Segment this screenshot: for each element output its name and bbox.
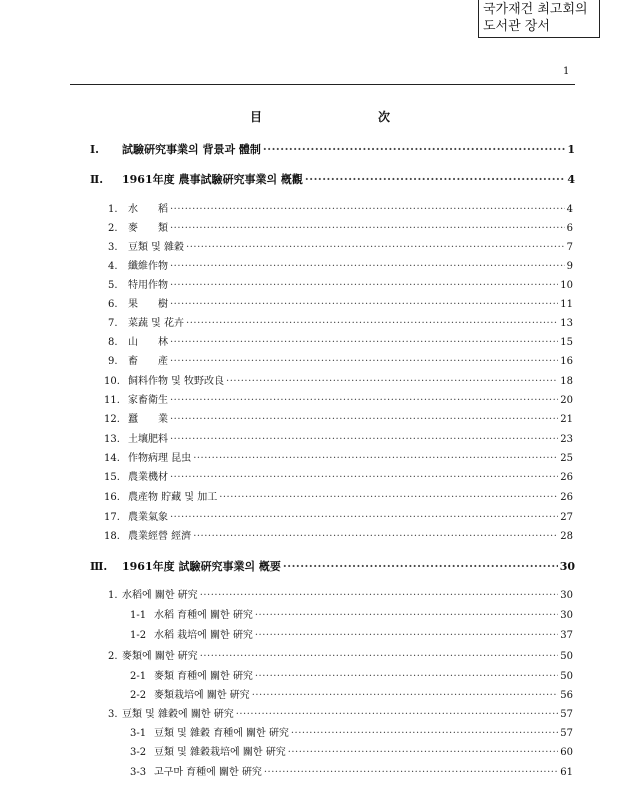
toc-entry-page: 10 — [560, 280, 573, 291]
toc-entry[interactable] — [130, 609, 573, 623]
toc-entry[interactable] — [108, 650, 573, 664]
toc-entry[interactable] — [108, 203, 573, 217]
toc-entry-page: 1 — [567, 143, 575, 156]
stamp-line-1: 국가재건 최고회의 — [483, 2, 588, 17]
leader-dots — [193, 452, 558, 466]
toc-entry[interactable] — [90, 143, 575, 157]
toc-entry-number: 3. — [108, 709, 118, 720]
leader-dots — [200, 650, 559, 664]
toc-entry-number: 1-2 — [130, 630, 147, 641]
toc-entry[interactable] — [108, 298, 573, 312]
leader-dots — [252, 689, 559, 703]
toc-entry-label: 水稻에 關한 硏究 — [122, 590, 198, 601]
toc-entry-label: 山 林 — [128, 337, 168, 348]
toc-entry-page: 15 — [560, 337, 573, 348]
leader-dots — [226, 375, 558, 389]
toc-entry-label: 麥類 育種에 關한 硏究 — [154, 671, 253, 682]
toc-entry[interactable] — [130, 727, 573, 741]
toc-entry-number: 12. — [104, 414, 120, 425]
toc-entry-number: 15. — [104, 472, 120, 483]
toc-entry-number: Ⅲ. — [90, 560, 108, 573]
toc-entry[interactable] — [108, 336, 573, 350]
toc-entry-page: 57 — [560, 709, 573, 720]
toc-entry-page: 6 — [566, 223, 573, 234]
toc-entry-label: 特用作物 — [128, 280, 168, 291]
leader-dots — [200, 589, 559, 603]
leader-dots — [263, 143, 565, 157]
leader-dots — [255, 629, 558, 643]
toc-entry[interactable] — [108, 708, 573, 722]
leader-dots — [264, 766, 558, 780]
leader-dots — [170, 413, 558, 427]
toc-entry-label: 飼料作物 및 牧野改良 — [128, 376, 225, 387]
leader-dots — [255, 670, 558, 684]
toc-entry-label: 農業機材 — [128, 472, 168, 483]
toc-entry[interactable] — [104, 375, 573, 389]
toc-entry-number: 2-1 — [130, 671, 147, 682]
toc-entry[interactable] — [104, 394, 573, 408]
toc-entry-number: 4. — [108, 261, 118, 272]
leader-dots — [170, 203, 565, 217]
toc-entry-number: 13. — [104, 434, 120, 445]
toc-entry-number: 8. — [108, 337, 118, 348]
toc-entry[interactable] — [90, 173, 575, 187]
toc-entry[interactable] — [130, 746, 573, 760]
leader-dots — [291, 727, 558, 741]
leader-dots — [170, 433, 558, 447]
toc-entry-page: 4 — [567, 173, 575, 186]
toc-entry-number: 9. — [108, 356, 118, 367]
toc-entry[interactable] — [90, 560, 575, 574]
toc-entry-page: 21 — [560, 414, 573, 425]
toc-entry[interactable] — [108, 355, 573, 369]
toc-entry-label: 麥類栽培에 關한 硏究 — [154, 690, 250, 701]
stamp-line-2: 도서관 장서 — [483, 19, 550, 34]
leader-dots — [170, 298, 558, 312]
leader-dots — [170, 511, 558, 525]
toc-entry-page: 50 — [560, 651, 573, 662]
toc-entry[interactable] — [108, 260, 573, 274]
toc-entry-label: 農業氣象 — [128, 512, 168, 523]
toc-entry-page: 50 — [560, 671, 573, 682]
leader-dots — [236, 708, 559, 722]
toc-title-left: 目 — [250, 110, 263, 124]
toc-entry-page: 16 — [560, 356, 573, 367]
leader-dots — [170, 336, 558, 350]
toc-entry-page: 30 — [560, 610, 573, 621]
toc-entry-number: Ⅱ. — [90, 173, 104, 186]
toc-entry-page: 26 — [560, 472, 573, 483]
toc-entry-number: 10. — [104, 376, 120, 387]
toc-entry-page: 25 — [560, 453, 573, 464]
leader-dots — [255, 609, 558, 623]
toc-entry[interactable] — [108, 279, 573, 293]
toc-entry[interactable] — [130, 670, 573, 684]
toc-entry-number: 18. — [104, 531, 120, 542]
toc-entry[interactable] — [104, 511, 573, 525]
toc-entry-page: 60 — [560, 747, 573, 758]
toc-entry-number: 2. — [108, 651, 118, 662]
toc-entry[interactable] — [130, 689, 573, 703]
toc-entry-label: 1961年度 農事試驗硏究事業의 槪觀 — [122, 173, 303, 186]
leader-dots — [170, 394, 558, 408]
toc-entry-page: 56 — [560, 690, 573, 701]
toc-entry-page: 4 — [566, 204, 573, 215]
toc-entry-page: 11 — [560, 299, 573, 310]
leader-dots — [288, 746, 559, 760]
toc-entry-number: 1. — [108, 204, 118, 215]
toc-entry-number: 2-2 — [130, 690, 147, 701]
leader-dots — [170, 222, 565, 236]
toc-entry[interactable] — [104, 530, 573, 544]
toc-entry-number: 14. — [104, 453, 120, 464]
toc-entry-label: 豆類 및 雜穀 — [128, 242, 185, 253]
toc-entry-page: 27 — [560, 512, 573, 523]
toc-entry[interactable] — [108, 589, 573, 603]
toc-entry-page: 57 — [560, 728, 573, 739]
toc-entry-label: 作物病理 昆虫 — [128, 453, 192, 464]
toc-entry-label: 豆類 및 雜穀 育種에 關한 硏究 — [154, 728, 289, 739]
toc-entry-label: 農業經營 經濟 — [128, 531, 192, 542]
page-number: 1 — [563, 66, 570, 77]
toc-entry-page: 26 — [560, 492, 573, 503]
toc-entry-page: 20 — [560, 395, 573, 406]
toc-entry-number: 3-1 — [130, 728, 147, 739]
toc-entry-page: 30 — [560, 590, 573, 601]
toc-entry[interactable] — [104, 413, 573, 427]
toc-entry[interactable] — [104, 471, 573, 485]
toc-entry-page: 28 — [560, 531, 573, 542]
toc-entry-label: 水稻 育種에 關한 硏究 — [154, 610, 253, 621]
toc-entry[interactable] — [130, 766, 573, 780]
leader-dots — [193, 530, 558, 544]
toc-entry-number: 16. — [104, 492, 120, 503]
toc-entry-number: 5. — [108, 280, 118, 291]
leader-dots — [219, 491, 558, 505]
toc-entry-label: 農產物 貯藏 및 加工 — [128, 492, 218, 503]
toc-entry[interactable] — [108, 241, 573, 255]
toc-entry-label: 土壤肥料 — [128, 434, 168, 445]
leader-dots — [170, 355, 558, 369]
toc-entry-page: 30 — [559, 560, 575, 573]
toc-entry-label: 水 稻 — [128, 204, 168, 215]
toc-entry-label: 試驗硏究事業의 背景과 體制 — [122, 143, 261, 156]
toc-entry-page: 13 — [560, 318, 573, 329]
toc-entry-number: 3-3 — [130, 767, 147, 778]
toc-entry-label: 纖維作物 — [128, 261, 168, 272]
toc-entry-label: 畜 產 — [128, 356, 168, 367]
leader-dots — [186, 241, 565, 255]
toc-entry-label: 1961年度 試驗硏究事業의 槪要 — [122, 560, 281, 573]
toc-entry-page: 9 — [566, 261, 573, 272]
leader-dots — [186, 317, 558, 331]
leader-dots — [170, 279, 558, 293]
toc-entry-number: 3-2 — [130, 747, 147, 758]
toc-entry[interactable] — [104, 452, 573, 466]
toc-entry-label: 家畜衛生 — [128, 395, 168, 406]
leader-dots — [170, 260, 565, 274]
toc-entry-number: 7. — [108, 318, 118, 329]
toc-entry-page: 37 — [560, 630, 573, 641]
toc-entry-number: Ⅰ. — [90, 143, 99, 156]
toc-entry-label: 豆類 및 雜穀에 關한 硏究 — [122, 709, 234, 720]
toc-entry-number: 2. — [108, 223, 118, 234]
toc-entry-label: 蠶 業 — [128, 414, 168, 425]
toc-entry-number: 1-1 — [130, 610, 147, 621]
toc-entry-label: 고구마 育種에 關한 硏究 — [154, 767, 262, 778]
toc-entry-number: 1. — [108, 590, 118, 601]
toc-entry[interactable] — [104, 433, 573, 447]
toc-entry-label: 水稻 栽培에 關한 硏究 — [154, 630, 253, 641]
toc-entry-page: 7 — [566, 242, 573, 253]
toc-entry-label: 麥類에 關한 硏究 — [122, 651, 198, 662]
toc-entry-page: 23 — [560, 434, 573, 445]
toc-entry-label: 果 樹 — [128, 299, 168, 310]
toc-entry[interactable] — [130, 629, 573, 643]
toc-entry-number: 6. — [108, 299, 118, 310]
toc-entry-page: 18 — [560, 376, 573, 387]
toc-entry-number: 17. — [104, 512, 120, 523]
toc-entry-number: 11. — [104, 395, 120, 406]
leader-dots — [283, 560, 558, 574]
leader-dots — [305, 173, 565, 187]
toc-entry-page: 61 — [560, 767, 573, 778]
toc-entry-label: 豆類 및 雜穀栽培에 關한 硏究 — [154, 747, 286, 758]
toc-title-right: 次 — [377, 110, 390, 124]
toc-entry[interactable] — [108, 222, 573, 236]
toc-entry-label: 麥 類 — [128, 223, 168, 234]
toc-entry-label: 菜蔬 및 花卉 — [128, 318, 185, 329]
toc-entry[interactable] — [104, 491, 573, 505]
toc-entry[interactable] — [108, 317, 573, 331]
leader-dots — [170, 471, 558, 485]
toc-entry-number: 3. — [108, 242, 118, 253]
